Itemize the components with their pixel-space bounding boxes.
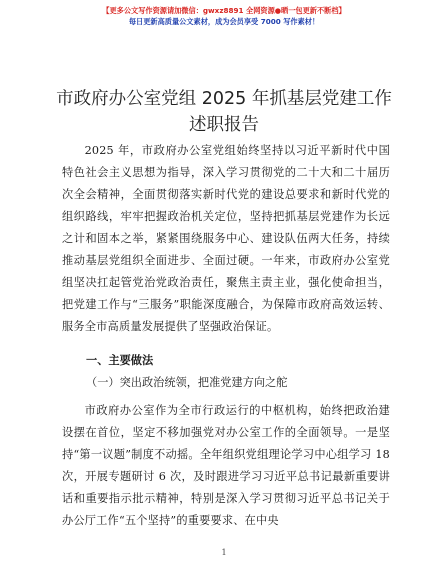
- subsection-heading: （一）突出政治统领，把准党建方向之舵: [86, 376, 288, 389]
- section-heading: 一、主要做法: [86, 354, 154, 367]
- banner-member-line: 每日更新高质量公文素材，成为会员享受 7000 写作素材！: [128, 17, 320, 26]
- body-paragraph: 市政府办公室作为全市行政运行的中枢机构，始终把政治建设摆在首位，坚定不移加强党对办公室工作的全面领导。一是坚持“第一议题”制度不动摇。全年组织党组理论学习中心组学习 18 次，开展专题研讨 6 次，及时跟进学习习近平总书记最新重要讲话和重要指示批示精神，特别是深入学习贯彻习近平总书记关于办公厅工作“五个坚持”的重要要求、在中央: [62, 404, 390, 527]
- page-number: 1: [221, 548, 227, 557]
- intro-paragraph: 2025 年，市政府办公室党组始终坚持以习近平新时代中国特色社会主义思想为指导，深入学习贯彻党的二十大和二十届历次全会精神，全面贯彻落实新时代党的建设总要求和新时代党的组织路线，牢牢把握政治机关定位，坚持把抓基层党建作为长远之计和固本之举，紧紧围绕服务中心、建设队伍两大任务，持续推动基层党组织全面进步、全面过硬。一年来，市政府办公室党组坚决扛起管党治党政治责任，聚焦主责主业，强化使命担当，把党建工作与“三服务”职能深度融合，为保障市政府高效运转、服务全市高质量发展提供了坚强政治保证。: [62, 144, 390, 333]
- header-banner: [0, 6, 448, 27]
- document-title: 市政府办公室党组 2025 年抓基层党建工作述职报告: [56, 89, 392, 135]
- banner-promo-line: 【更多公文写作资源请加微信：gwxz8891 全网资源●晒一包更新不断档】: [102, 6, 346, 15]
